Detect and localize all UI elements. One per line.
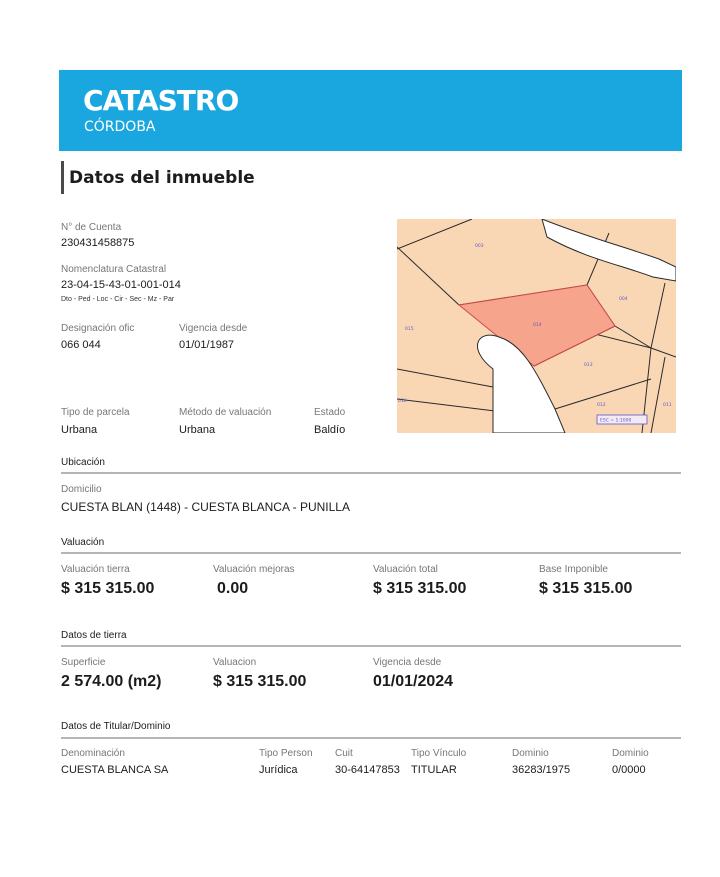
address-label: Domicilio	[61, 484, 102, 495]
land-valuation-label-2: Valuacion	[213, 657, 257, 668]
owner-header-domain: Dominio	[512, 748, 549, 759]
location-section-title: Ubicación	[61, 457, 105, 468]
designation-value: 066 044	[61, 339, 101, 351]
status-label: Estado	[314, 407, 346, 418]
parcel-label: 003	[475, 244, 484, 249]
land-valuation-label: Valuación tierra	[61, 564, 130, 575]
tax-base-label: Base Imponible	[539, 564, 608, 575]
cadastral-map-svg	[397, 219, 676, 433]
nomenclature-label: Nomenclatura Catastral	[61, 264, 167, 275]
owner-section-title: Datos de Titular/Dominio	[61, 721, 171, 732]
parcel-type-label: Tipo de parcela	[61, 407, 130, 418]
owner-name: CUESTA BLANCA SA	[61, 764, 169, 776]
title-accent-bar	[61, 161, 64, 194]
cadastral-map	[397, 219, 676, 433]
nomenclature-legend: Dto - Ped - Loc - Cir - Sec - Mz - Par	[61, 296, 175, 303]
map-scale: ESC = 1:1000	[600, 418, 632, 424]
owner-header-domain-2: Dominio	[612, 748, 649, 759]
catastro-banner	[59, 70, 682, 151]
parcel-label: 015	[405, 327, 414, 332]
nomenclature-value: 23-04-15-43-01-001-014	[61, 279, 181, 291]
owner-header-link-type: Tipo Vínculo	[411, 748, 467, 759]
land-section-title: Datos de tierra	[61, 630, 127, 641]
owner-header-name: Denominación	[61, 748, 125, 759]
page-title: Datos del inmueble	[69, 168, 255, 188]
parcel-label: 011	[663, 403, 672, 408]
valuation-method-label: Método de valuación	[179, 407, 272, 418]
tax-base-value: $ 315 315.00	[539, 580, 633, 597]
owner-link-type: TITULAR	[411, 764, 457, 776]
parcel-type-value: Urbana	[61, 424, 98, 436]
land-valuation-value: $ 315 315.00	[61, 580, 155, 597]
land-divider	[61, 645, 681, 647]
improvements-value: 0.00	[217, 580, 249, 597]
owner-domain: 36283/1975	[512, 764, 571, 776]
owner-domain-2: 0/0000	[612, 764, 646, 776]
valuation-section-title: Valuación	[61, 537, 105, 548]
valuation-method-value: Urbana	[179, 424, 216, 436]
valid-from-value: 01/01/1987	[179, 339, 235, 351]
land-valid-from-value: 01/01/2024	[373, 673, 454, 690]
parcel-label: 012	[597, 403, 606, 408]
area-value: 2 574.00 (m2)	[61, 673, 162, 690]
parcel-label: 016	[398, 399, 407, 404]
owner-header-person-type: Tipo Person	[259, 748, 313, 759]
account-value: 230431458875	[61, 237, 135, 249]
parcel-label: 013	[584, 363, 593, 368]
owner-header-cuit: Cuit	[335, 748, 353, 759]
designation-label: Designación ofic	[61, 323, 135, 334]
status-value: Baldío	[314, 424, 346, 436]
land-valid-from-label: Vigencia desde	[373, 657, 442, 668]
valid-from-label: Vigencia desde	[179, 323, 248, 334]
account-label: N° de Cuenta	[61, 222, 122, 233]
total-valuation-label: Valuación total	[373, 564, 438, 575]
owner-divider	[61, 737, 681, 739]
parcel-label: 014	[533, 323, 542, 328]
improvements-label: Valuación mejoras	[213, 564, 295, 575]
parcel-label: 004	[619, 297, 628, 302]
owner-cuit: 30-64147853	[335, 764, 400, 776]
address-value: CUESTA BLAN (1448) - CUESTA BLANCA - PUNILLA	[61, 500, 350, 514]
brand-province: CÓRDOBA	[84, 119, 156, 135]
location-divider	[61, 472, 681, 474]
brand-logo-title: CATASTRO	[83, 84, 239, 117]
owner-person-type: Jurídica	[259, 764, 298, 776]
land-valuation-value-2: $ 315 315.00	[213, 673, 307, 690]
total-valuation-value: $ 315 315.00	[373, 580, 467, 597]
valuation-divider	[61, 552, 681, 554]
area-label: Superficie	[61, 657, 106, 668]
